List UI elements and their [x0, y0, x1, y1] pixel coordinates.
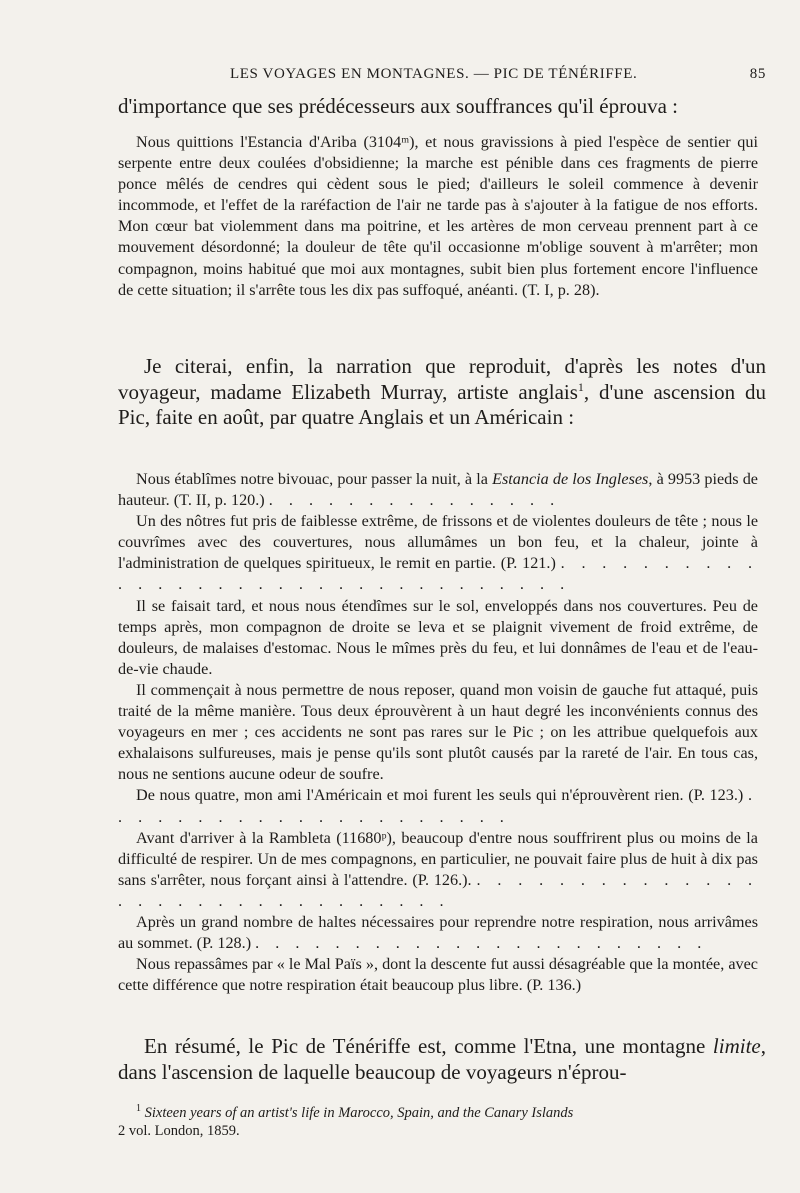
quote-paragraph: Nous repassâmes par « le Mal Païs », dont la descente fut aussi désagréable que la montée, avec cette différence que notre respiration était beaucoup plus libre. (P. 136.)	[118, 955, 758, 995]
footnote	[118, 1100, 758, 1141]
paragraph-resume: En résumé, le Pic de Ténériffe est, comme l'Etna, une montagne limite, dans l'ascension de laquelle beaucoup de voyageurs n'éprou-	[118, 1034, 766, 1084]
paragraph-text: , d'une ascension du Pic, faite en août, par quatre Anglais et un Américain :	[118, 379, 766, 429]
italic-place-name: Estancia de los Ingleses	[492, 470, 649, 488]
ellipsis-dots: . . . . . . . . . . . . . . .	[268, 491, 561, 510]
quote-paragraph: Après un grand nombre de haltes nécessaires pour reprendre notre respiration, nous arrivâmes au sommet. (P. 128.) . . . . . . . . . . . . . . . . . . . . . . .	[118, 912, 758, 953]
intro-line: d'importance que ses prédécesseurs aux souffrances qu'il éprouva :	[118, 94, 678, 118]
page-header	[118, 66, 766, 88]
quote-paragraph: Un des nôtres fut pris de faiblesse extrême, de frissons et de violentes douleurs de tête ; nous le couvrîmes avec des couvertures, nous allumâmes un bon feu, et la chaleur, jointe à l'administration de quelques spiritueux, le remit en partie. (P. 121.) . . . . . . . . . . . . . . . . . . . . . . . . . . . . . . . . .	[118, 512, 759, 594]
quote-paragraph: Il commençait à nous permettre de nous reposer, quand mon voisin de gauche fut attaqué, puis traité de la même manière. Tous deux éprouvèrent à un haut degré les inconvénients connus des voyageurs en mer ; ces accidents ne sont pas rares sur le Pic ; on les attribue quelquefois aux exhalaisons sulfureuses, mais je pense qu'ils sont plutôt causés par la rareté de l'air. En tous cas, nous ne sentions aucune odeur de soufre.	[118, 680, 758, 784]
footnote-book-title: Sixteen years of an artist's life in Marocco, Spain, and the Canary Islands	[144, 1104, 574, 1121]
quote-paragraph: Il se faisait tard, et nous nous étendîmes sur le sol, enveloppés dans nos couvertures. Peu de temps après, mon compagnon de droite se leva et se plaignit vivement de froid extrême, de douleurs, de malaises d'estomac. Nous le mîmes près du feu, et lui donnâmes de l'eau et de l'eau-de-vie chaude.	[118, 596, 758, 678]
footnote-publication: 2 vol. London, 1859.	[118, 1123, 240, 1140]
ellipsis-dots: . . . . . . . . . . . . . . . . . . . . .	[118, 786, 759, 826]
footnotes	[118, 1100, 758, 1141]
quote-paragraph: Avant d'arriver à la Rambleta (11680ᵖ), beaucoup d'entre nous souffrirent plus ou moins de la difficulté de respirer. Un de mes compagnons, en particulier, ne pouvait faire plus de huit à dix pas sans s'arrêter, nous forçant ainsi à l'attendre. (P. 126.). . . . . . . . . . . . . . . . . . . . . . . . . . . . . . . .	[118, 828, 759, 910]
ellipsis-dots: . . . . . . . . . . . . . . . . . . . . . . .	[255, 934, 708, 953]
running-title: LES VOYAGES EN MONTAGNES. — PIC DE TÉNÉRIFFE.	[230, 66, 638, 82]
italic-term: limite	[712, 1034, 761, 1058]
page-number: 85	[749, 66, 766, 82]
footnote-mark: 1	[136, 1103, 141, 1114]
paragraph-text: Je citerai, enfin, la narration que reproduit, d'après les notes d'un voyageur, madame Elizabeth Murray, artiste anglais	[118, 354, 766, 404]
quote-paragraph: Nous établîmes notre bivouac, pour passer la nuit, à la Estancia de los Ingleses, à 9953 pieds de hauteur. (T. II, p. 120.) . . . . . . . . . . . . . . .	[118, 470, 758, 510]
ellipsis-dots: . . . . . . . . . . . . . . . . . . . . . . . . . . . . . . .	[118, 870, 759, 910]
paragraph-murray-intro	[118, 354, 766, 431]
ellipsis-dots: . . . . . . . . . . . . . . . . . . . . . . . . . . . . . . . . .	[118, 554, 759, 594]
quote-paragraph: De nous quatre, mon ami l'Américain et moi furent les seuls qui n'éprouvèrent rien. (P. 123.) . . . . . . . . . . . . . . . . . . . . .	[118, 786, 759, 826]
quote-ascension-pic	[118, 469, 758, 996]
footnote-reference: 1	[577, 379, 584, 394]
quote-estancia-ariba	[118, 132, 758, 301]
quote-paragraph: Nous quittions l'Estancia d'Ariba (3104ᵐ), et nous gravissions à pied l'espèce de sentier qui serpente entre deux coulées d'obsidienne; la marche est pénible dans ces fragments de pierre ponce mêlés de cendres qui cèdent sous le pied; d'ailleurs le soleil commence à devenir incommode, et l'effet de la raréfaction de l'air ne tarde pas à s'ajouter à la fatigue de nos efforts. Mon cœur bat violemment dans ma poitrine, et les artères de mon cerveau prennent part à ce mouvement désordonné; la douleur de tête qu'il occasionne m'oblige souvent à m'arrêter; mon compagnon, moins habitué que moi aux montagnes, subit bien plus fortement encore l'influence de cette situation; il s'arrête tous les dix pas suffoqué, anéanti. (T. I, p. 28).	[118, 133, 758, 299]
